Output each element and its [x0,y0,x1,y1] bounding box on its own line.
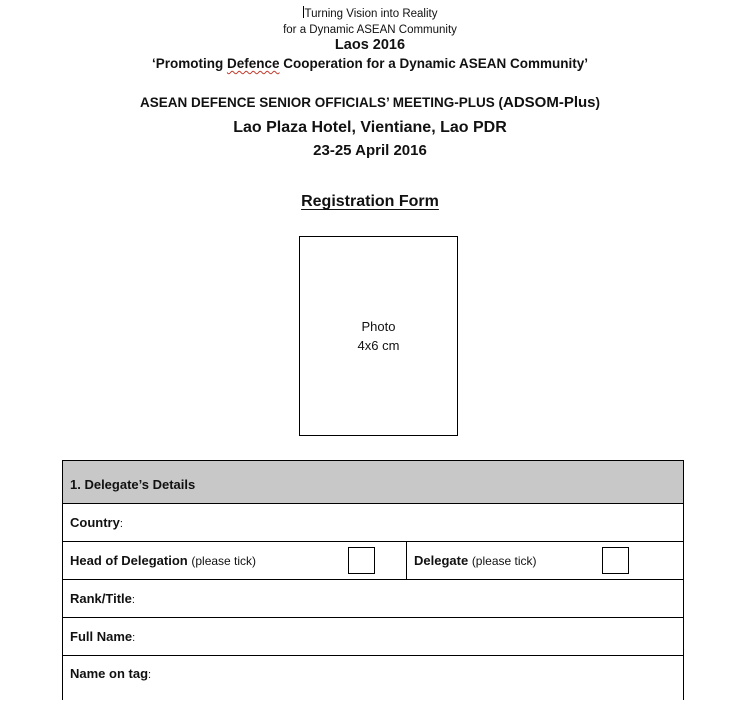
delegate-details-table [62,460,684,700]
colon: : [131,594,135,606]
theme-line [0,56,740,71]
delegation-role-row [63,542,683,580]
text-cursor [303,6,304,18]
head-label-text: Head of Delegation [70,553,192,568]
meeting-abbrev: ADSOM-Plus [503,94,596,111]
delegate-label [414,553,537,568]
head-note: (please tick) [191,554,257,568]
delegate-checkbox[interactable] [602,547,629,574]
photo-placeholder [299,236,458,436]
delegate-note: (please tick) [471,554,537,568]
meeting-title-text: ASEAN DEFENCE SENIOR OFFICIALS’ MEETING-PLUS ( [139,95,503,110]
head-of-delegation-label [70,553,256,568]
venue: Lao Plaza Hotel, Vientiane, Lao PDR [233,119,507,136]
tagline-line1 [0,6,740,22]
head-of-delegation-checkbox[interactable] [348,547,375,574]
laos-year: Laos 2016 [334,37,406,53]
tagname-label-text: Name on tag [70,666,149,681]
full-name-label [70,629,135,644]
rank-title-row[interactable] [63,580,683,618]
dates: 23-25 April 2016 [313,142,427,159]
country-row[interactable] [63,504,683,542]
section-heading: 1. Delegate’s Details [70,477,196,492]
tagline-text: Turning Vision into Reality [304,8,438,20]
tagline-line2: for a Dynamic ASEAN Community [283,24,457,36]
section-header [63,461,683,504]
colon: : [148,669,152,681]
theme-defence: Defence [226,56,280,71]
colon: : [132,632,136,644]
form-title-wrap [0,193,740,211]
meeting-title [0,94,740,111]
fullname-label-text: Full Name [70,629,133,644]
cell-divider [406,542,407,579]
rank-label-text: Rank/Title [70,591,132,606]
full-name-row[interactable] [63,618,683,656]
form-title: Registration Form [301,193,439,210]
photo-label: Photo [361,319,396,334]
rank-title-label [70,591,135,606]
delegate-label-text: Delegate [414,553,472,568]
theme-rest: Cooperation for a Dynamic ASEAN Community’ [279,56,589,71]
name-on-tag-row[interactable] [63,656,683,701]
photo-size: 4x6 cm [357,338,400,353]
colon: : [119,518,123,530]
country-label-text: Country [70,515,120,530]
theme-open: ‘Promoting [151,56,227,71]
name-on-tag-label [70,666,151,681]
country-label [70,515,123,530]
meeting-close: ) [595,95,601,110]
